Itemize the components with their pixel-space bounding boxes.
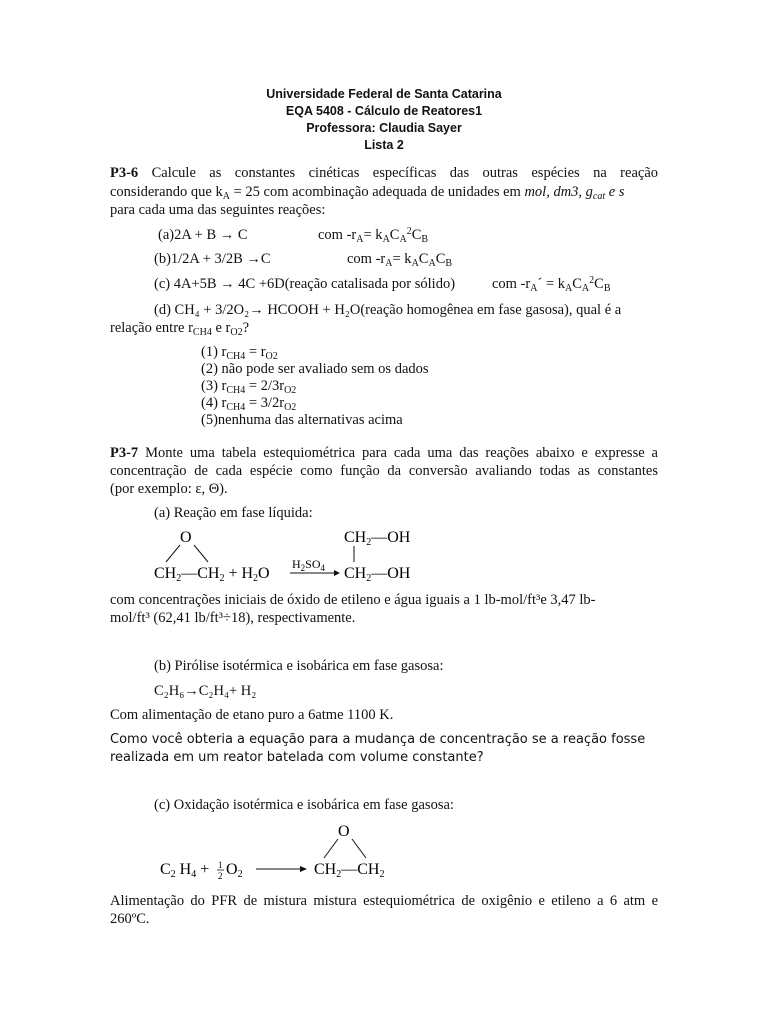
svg-text:O2: O2	[226, 861, 243, 880]
glycol-bottom: CH2—OH	[344, 565, 411, 582]
p36-b-rate: com $-r_A= k_AC_AC_B$	[347, 251, 453, 269]
university-name: Universidade Federal de Santa Catarina	[266, 87, 502, 101]
epoxide-oxygen-product: O	[338, 823, 350, 840]
p37-b-question-line1: Como você obteria a equação para a mudança de concentração se a reação fosse	[110, 732, 646, 747]
p37-b-question-line2: realizada em um reator batelada com volume constante?	[110, 750, 484, 765]
p37-intro-line3: (por exemplo: ε, Θ).	[110, 481, 228, 497]
p36-c-reaction: (c) 4A+5B → 4C +6D(reação catalisada por sólido)	[154, 276, 456, 292]
professor-name: Professora: Claudia Sayer	[306, 121, 462, 135]
ethylene-oxide-hydrolysis-figure	[152, 524, 424, 582]
p36-option-3: (3) $r_{CH4} = 2/3r_{O2}$	[201, 378, 297, 396]
course-title: EQA 5408 - Cálculo de Reatores1	[285, 104, 483, 118]
p37-c-feed-line1: Alimentação do PFR de mistura mistura estequiométrica de oxigênio e etileno a 6 atm e	[110, 893, 658, 909]
p37-a-title: (a) Reação em fase líquida:	[154, 505, 313, 521]
p37-tag: P3-7	[110, 445, 139, 461]
p37-b-reaction: C₂H₆→C₂H₄+ H₂	[154, 683, 257, 699]
p37-intro-line1: P3-7 Monte uma tabela estequiométrica para cada uma das reações abaixo e expresse a	[110, 445, 658, 461]
svg-text:1: 1	[218, 860, 223, 870]
p36-intro-line1: P3-6 Calcule as constantes cinéticas específicas das outras espécies na reação	[110, 165, 659, 181]
p37-a-note-line1: com concentrações iniciais de óxido de etileno e água iguais a 1 lb-mol/ft³e 3,47 lb-	[110, 592, 596, 608]
p36-option-1: (1) $r_{CH4} = r_{O2}$	[201, 344, 278, 362]
reactants: C2 H4 +	[160, 861, 210, 880]
ethylene-oxidation-figure	[158, 818, 418, 880]
p36-d-question: relação entre $r_{CH4}$ e $r_{O2}$?	[110, 320, 250, 338]
p36-a-reaction: (a)2A + B → C	[158, 227, 248, 243]
p37-b-title: (b) Pirólise isotérmica e isobárica em fase gasosa:	[154, 658, 444, 674]
p36-intro-line2: considerando que $k_A = 25$ com acombinação adequada de unidades em mol, dm3, $g_{cat}$ e s	[110, 184, 625, 202]
p37-intro-line2: concentração de cada espécie como função da conversão avaliando todas as constantes	[110, 463, 658, 479]
p37-c-title: (c) Oxidação isotérmica e isobárica em fase gasosa:	[154, 797, 454, 813]
epoxide-ring: CH2—CH2 + H2O	[154, 565, 270, 582]
p36-option-5: (5)nenhuma das alternativas acima	[201, 412, 403, 428]
p36-option-2: (2) não pode ser avaliado sem os dados	[201, 361, 429, 377]
p36-option-4: (4) $r_{CH4} = 3/2r_{O2}$	[201, 395, 297, 413]
p36-d-reaction: (d) CH₄ + 3/2O₂→ HCOOH + H₂O(reação homogênea em fase gasosa), qual é a	[154, 302, 622, 318]
p36-a-rate: com $-r_A= k_AC_A^2C_B$	[318, 226, 429, 245]
p36-tag: P3-6	[110, 165, 139, 181]
p37-c-feed-line2: 260ºC.	[110, 911, 150, 927]
p37-b-feed: Com alimentação de etano puro a 6atme 1100 K.	[110, 707, 394, 723]
catalyst-label: $H_2SO_4$	[292, 557, 326, 573]
epoxide-oxygen: O	[180, 529, 192, 546]
p36-c-rate: com $-r_A´ = k_AC_A^2C_B$	[492, 275, 611, 294]
list-title: Lista 2	[364, 138, 404, 152]
epoxide-product: CH2—CH2	[314, 861, 385, 880]
p37-a-note-line2: mol/ft³ (62,41 lb/ft³÷18), respectivamente.	[110, 610, 356, 626]
svg-text:2: 2	[218, 871, 223, 880]
p36-intro-line3: para cada uma das seguintes reações:	[110, 202, 326, 218]
p36-b-reaction: (b)1/2A + 3/2B →C	[154, 251, 271, 267]
glycol-top: CH2—OH	[344, 529, 411, 548]
